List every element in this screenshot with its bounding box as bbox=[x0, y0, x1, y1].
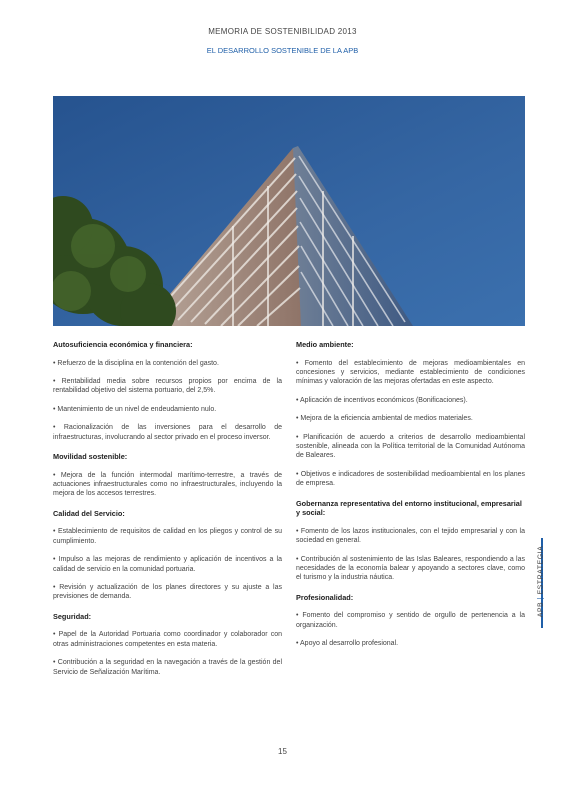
section-seguridad bbox=[53, 612, 282, 677]
list-item: • Establecimiento de requisitos de calidad en los pliegos y control de su cumplimiento. bbox=[53, 528, 282, 545]
right-column bbox=[296, 340, 525, 659]
section-profesionalidad bbox=[296, 593, 525, 649]
list-item: • Apoyo al desarrollo profesional. bbox=[296, 640, 399, 648]
section-movilidad bbox=[53, 452, 282, 499]
list-item: • Mejora de la función intermodal marítimo-terrestre, a través de actuaciones infraestructurales como no infraestructurales, incluyendo la mejora de los accesos terrestres. bbox=[53, 471, 282, 498]
section-side-tab bbox=[535, 538, 547, 628]
list-item: • Planificación de acuerdo a criterios de desarrollo medioambiental sostenible, alineada con la Política territorial de la Comunidad Autónoma de Baleares. bbox=[296, 433, 525, 460]
section-heading: Calidad del Servicio: bbox=[53, 508, 125, 518]
list-item: • Contribución a la seguridad en la navegación a través de la gestión del Servicio de Señalización Marítima. bbox=[53, 659, 282, 676]
side-tab-right: ESTRATEGIA bbox=[537, 545, 545, 595]
section-heading: Gobernanza representativa del entorno institucional, empresarial y social: bbox=[296, 498, 522, 518]
section-calidad bbox=[53, 509, 282, 602]
list-item: • Fomento del establecimiento de mejoras medioambientales en concesiones y servicios, mediante establecimiento de condiciones mínimas y valoración de las mejoras ofertadas en este aspecto. bbox=[296, 359, 525, 386]
list-item: • Aplicación de incentivos económicos (Bonificaciones). bbox=[296, 396, 468, 404]
list-item: • Refuerzo de la disciplina en la contención del gasto. bbox=[53, 359, 219, 367]
list-item: • Racionalización de las inversiones para el desarrollo de infraestructuras, involucrando al sector privado en el proceso inversor. bbox=[53, 424, 282, 441]
side-tab-label bbox=[538, 542, 545, 622]
chapter-subtitle: EL DESARROLLO SOSTENIBLE DE LA APB bbox=[206, 46, 359, 55]
list-item: • Revisión y actualización de los planes directores y su ajuste a las previsiones de demanda. bbox=[53, 584, 282, 601]
section-heading: Profesionalidad: bbox=[296, 592, 354, 602]
section-heading: Medio ambiente: bbox=[296, 340, 354, 349]
list-item: • Papel de la Autoridad Portuaria como coordinador y colaborador con otras administraciones competentes en esta materia. bbox=[53, 631, 282, 648]
side-tab-left: APB bbox=[537, 601, 545, 618]
list-item: • Mejora de la eficiencia ambiental de medios materiales. bbox=[296, 415, 473, 423]
section-heading: Autosuficiencia económica y financiera: bbox=[53, 340, 193, 349]
list-item: • Contribución al sostenimiento de las Islas Baleares, respondiendo a las necesidades de la economía balear y apoyando a sectores clave, como el turismo y la industria náutica. bbox=[296, 555, 525, 582]
list-item: • Mantenimiento de un nivel de endeudamiento nulo. bbox=[53, 405, 217, 413]
left-column bbox=[53, 340, 282, 687]
side-tab-separator: | bbox=[537, 597, 545, 600]
list-item: • Rentabilidad media sobre recursos propios por encima de la rentabilidad objetivo del sistema portuario, del 2,5%. bbox=[53, 378, 282, 395]
section-autosuficiencia bbox=[53, 340, 282, 442]
page-number: 15 bbox=[278, 747, 287, 756]
list-item: • Impulso a las mejoras de rendimiento y aplicación de incentivos a la calidad de servicio en la comunidad portuaria. bbox=[53, 556, 282, 573]
section-medio-ambiente bbox=[296, 340, 525, 489]
list-item: • Fomento del compromiso y sentido de orgullo de pertenencia a la organización. bbox=[296, 612, 525, 629]
section-gobernanza bbox=[296, 499, 525, 583]
section-heading: Seguridad: bbox=[53, 611, 92, 621]
building-photo bbox=[53, 96, 525, 326]
section-heading: Movilidad sostenible: bbox=[53, 452, 128, 462]
list-item: • Objetivos e indicadores de sostenibilidad medioambiental en los planes de empresa. bbox=[296, 470, 525, 488]
list-item: • Fomento de los lazos institucionales, con el tejido empresarial y con la sociedad en general. bbox=[296, 527, 525, 545]
document-title: MEMORIA DE SOSTENIBILIDAD 2013 bbox=[208, 27, 357, 36]
